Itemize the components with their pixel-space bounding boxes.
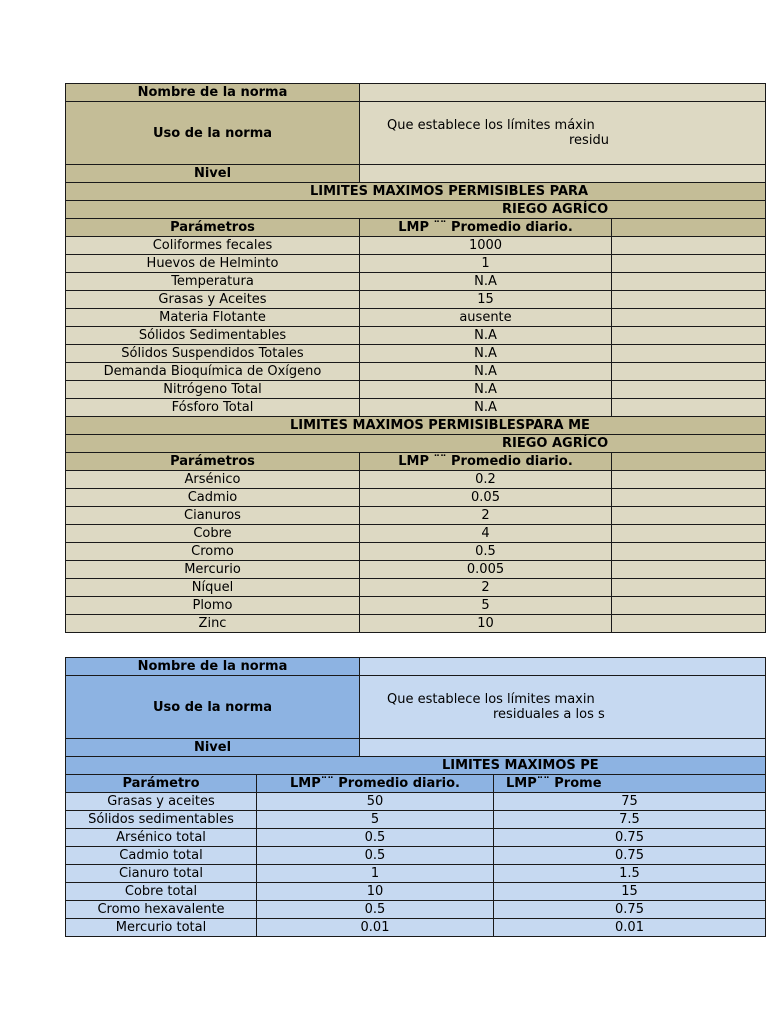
uso-value bbox=[360, 676, 766, 739]
nombre-label: Nombre de la norma bbox=[66, 658, 360, 676]
value-cell: 75 bbox=[494, 793, 766, 811]
value-cell bbox=[612, 543, 766, 561]
nombre-value bbox=[360, 84, 766, 102]
value-cell: N.A bbox=[360, 327, 612, 345]
table-row bbox=[66, 847, 766, 865]
table-row bbox=[66, 327, 766, 345]
value-cell bbox=[612, 579, 766, 597]
table-row bbox=[66, 345, 766, 363]
parameter-cell: Sólidos Sedimentables bbox=[66, 327, 360, 345]
parameter-cell: Nitrógeno Total bbox=[66, 381, 360, 399]
value-cell: 2 bbox=[360, 507, 612, 525]
column-header bbox=[612, 219, 766, 237]
column-header: LMP¨¨ Prome bbox=[494, 775, 766, 793]
value-cell: 0.2 bbox=[360, 471, 612, 489]
parameter-cell: Temperatura bbox=[66, 273, 360, 291]
section-title: LIMITES MAXIMOS PE bbox=[66, 757, 766, 775]
parameter-cell: Sólidos Suspendidos Totales bbox=[66, 345, 360, 363]
section-title: LIMITES MAXIMOS PERMISIBLESPARA ME bbox=[66, 417, 766, 435]
value-cell: 50 bbox=[257, 793, 494, 811]
value-cell: 0.5 bbox=[360, 543, 612, 561]
section-subtitle: RIEGO AGRÍCO bbox=[66, 201, 766, 219]
table-row bbox=[66, 579, 766, 597]
parameter-cell: Níquel bbox=[66, 579, 360, 597]
uso-text-line1: Que establece los límites máxin bbox=[387, 118, 595, 133]
value-cell: 5 bbox=[257, 811, 494, 829]
nombre-value bbox=[360, 658, 766, 676]
column-header: LMP¨¨ Promedio diario. bbox=[257, 775, 494, 793]
value-cell: 0.5 bbox=[257, 847, 494, 865]
value-cell: 10 bbox=[360, 615, 612, 633]
table-row bbox=[66, 399, 766, 417]
value-cell: 0.75 bbox=[494, 829, 766, 847]
parameter-cell: Demanda Bioquímica de Oxígeno bbox=[66, 363, 360, 381]
table-row bbox=[66, 309, 766, 327]
value-cell: N.A bbox=[360, 381, 612, 399]
column-header: Parámetros bbox=[66, 219, 360, 237]
parameter-cell: Fósforo Total bbox=[66, 399, 360, 417]
table-row bbox=[66, 525, 766, 543]
value-cell bbox=[612, 597, 766, 615]
parameter-cell: Cadmio total bbox=[66, 847, 257, 865]
value-cell: 15 bbox=[360, 291, 612, 309]
value-cell bbox=[612, 237, 766, 255]
table-row bbox=[66, 865, 766, 883]
value-cell bbox=[612, 381, 766, 399]
value-cell: 0.5 bbox=[257, 901, 494, 919]
table-row bbox=[66, 615, 766, 633]
table-row bbox=[66, 543, 766, 561]
norma-table-2 bbox=[65, 657, 644, 937]
nivel-value bbox=[360, 739, 766, 757]
table-row bbox=[66, 291, 766, 309]
value-cell: 0.75 bbox=[494, 901, 766, 919]
section-subtitle: RIEGO AGRÍCO bbox=[66, 435, 766, 453]
table-row bbox=[66, 507, 766, 525]
parameter-cell: Plomo bbox=[66, 597, 360, 615]
parameter-cell: Cromo bbox=[66, 543, 360, 561]
value-cell: N.A bbox=[360, 399, 612, 417]
parameter-cell: Cobre total bbox=[66, 883, 257, 901]
column-header: LMP ¨¨ Promedio diario. bbox=[360, 219, 612, 237]
value-cell bbox=[612, 363, 766, 381]
table-row bbox=[66, 255, 766, 273]
uso-label: Uso de la norma bbox=[66, 102, 360, 165]
table-row bbox=[66, 381, 766, 399]
parameter-cell: Cianuros bbox=[66, 507, 360, 525]
value-cell: 7.5 bbox=[494, 811, 766, 829]
value-cell: 0.05 bbox=[360, 489, 612, 507]
value-cell bbox=[612, 255, 766, 273]
value-cell bbox=[612, 327, 766, 345]
table-row bbox=[66, 901, 766, 919]
value-cell: ausente bbox=[360, 309, 612, 327]
value-cell bbox=[612, 309, 766, 327]
parameter-cell: Mercurio total bbox=[66, 919, 257, 937]
value-cell: 0.01 bbox=[494, 919, 766, 937]
value-cell bbox=[612, 615, 766, 633]
uso-text-line1: Que establece los límites maxin bbox=[387, 692, 595, 707]
value-cell: 0.01 bbox=[257, 919, 494, 937]
parameter-cell: Sólidos sedimentables bbox=[66, 811, 257, 829]
table-row bbox=[66, 471, 766, 489]
table-row bbox=[66, 489, 766, 507]
table-row bbox=[66, 237, 766, 255]
value-cell: 1 bbox=[360, 255, 612, 273]
value-cell: N.A bbox=[360, 363, 612, 381]
parameter-cell: Arsénico total bbox=[66, 829, 257, 847]
value-cell: 15 bbox=[494, 883, 766, 901]
norma-table-1 bbox=[65, 83, 612, 633]
value-cell: 10 bbox=[257, 883, 494, 901]
table-row bbox=[66, 919, 766, 937]
column-header: LMP ¨¨ Promedio diario. bbox=[360, 453, 612, 471]
table-row bbox=[66, 793, 766, 811]
uso-value bbox=[360, 102, 766, 165]
parameter-cell: Mercurio bbox=[66, 561, 360, 579]
value-cell bbox=[612, 399, 766, 417]
nivel-label: Nivel bbox=[66, 739, 360, 757]
value-cell: 2 bbox=[360, 579, 612, 597]
table-row bbox=[66, 273, 766, 291]
uso-label: Uso de la norma bbox=[66, 676, 360, 739]
column-header bbox=[612, 453, 766, 471]
value-cell bbox=[612, 561, 766, 579]
value-cell bbox=[612, 489, 766, 507]
value-cell: 1 bbox=[257, 865, 494, 883]
parameter-cell: Cobre bbox=[66, 525, 360, 543]
table-row bbox=[66, 883, 766, 901]
parameter-cell: Cadmio bbox=[66, 489, 360, 507]
value-cell: 1000 bbox=[360, 237, 612, 255]
value-cell bbox=[612, 507, 766, 525]
value-cell: 4 bbox=[360, 525, 612, 543]
value-cell bbox=[612, 471, 766, 489]
uso-text-line2: residuales a los s bbox=[493, 707, 605, 722]
table-row bbox=[66, 811, 766, 829]
value-cell bbox=[612, 273, 766, 291]
value-cell: N.A bbox=[360, 345, 612, 363]
nivel-value bbox=[360, 165, 766, 183]
value-cell: 1.5 bbox=[494, 865, 766, 883]
parameter-cell: Materia Flotante bbox=[66, 309, 360, 327]
value-cell: 0.75 bbox=[494, 847, 766, 865]
parameter-cell: Grasas y Aceites bbox=[66, 291, 360, 309]
value-cell: 5 bbox=[360, 597, 612, 615]
value-cell bbox=[612, 525, 766, 543]
table-row bbox=[66, 829, 766, 847]
table-row bbox=[66, 363, 766, 381]
value-cell bbox=[612, 291, 766, 309]
value-cell: 0.5 bbox=[257, 829, 494, 847]
parameter-cell: Coliformes fecales bbox=[66, 237, 360, 255]
section-title: LIMITES MAXIMOS PERMISIBLES PARA bbox=[66, 183, 766, 201]
value-cell bbox=[612, 345, 766, 363]
table-row bbox=[66, 597, 766, 615]
parameter-cell: Zinc bbox=[66, 615, 360, 633]
nivel-label: Nivel bbox=[66, 165, 360, 183]
uso-text-line2: residu bbox=[569, 133, 609, 148]
column-header: Parámetros bbox=[66, 453, 360, 471]
column-header: Parámetro bbox=[66, 775, 257, 793]
value-cell: N.A bbox=[360, 273, 612, 291]
table-row bbox=[66, 561, 766, 579]
parameter-cell: Grasas y aceites bbox=[66, 793, 257, 811]
parameter-cell: Cromo hexavalente bbox=[66, 901, 257, 919]
value-cell: 0.005 bbox=[360, 561, 612, 579]
parameter-cell: Arsénico bbox=[66, 471, 360, 489]
nombre-label: Nombre de la norma bbox=[66, 84, 360, 102]
parameter-cell: Huevos de Helminto bbox=[66, 255, 360, 273]
parameter-cell: Cianuro total bbox=[66, 865, 257, 883]
